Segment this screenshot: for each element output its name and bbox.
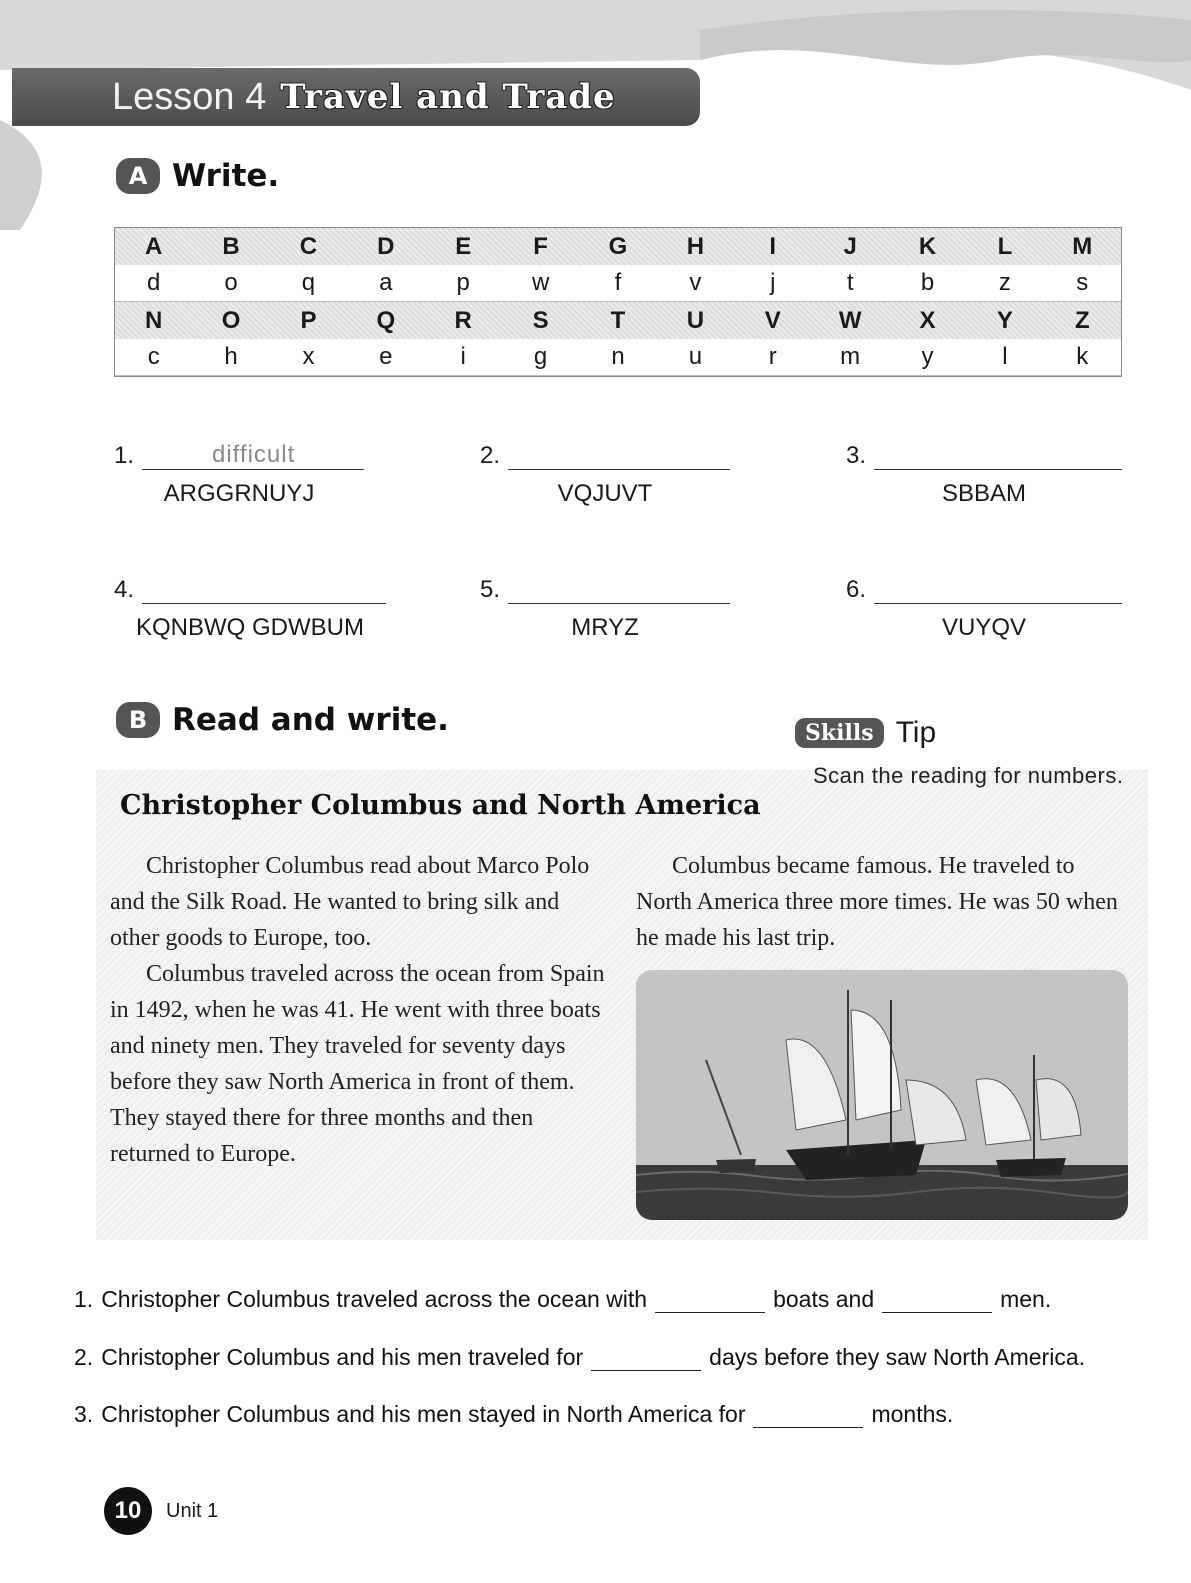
skills-tip [795, 716, 936, 750]
section-b-badge: B [116, 702, 160, 738]
cipher-code: s [1076, 269, 1089, 296]
coded-word: KQNBWQ GDWBUM [136, 614, 364, 641]
cipher-letter: M [1072, 232, 1093, 260]
section-a-badge: A [116, 158, 160, 194]
section-a-heading [116, 158, 279, 194]
answer-blank[interactable] [142, 441, 364, 470]
coded-word: VQJUVT [557, 480, 653, 507]
decode-question-6 [846, 574, 1122, 642]
cipher-letter: S [532, 306, 549, 334]
decode-question-3 [846, 440, 1122, 508]
question-number: 2. [480, 442, 501, 469]
cipher-letter: Q [376, 306, 396, 334]
cipher-code: w [531, 269, 550, 296]
cipher-letter: Y [996, 306, 1013, 334]
ships-illustration [636, 970, 1128, 1220]
cipher-code: u [688, 343, 703, 370]
handwritten-answer: difficult [212, 441, 296, 468]
decode-question-1 [114, 440, 364, 508]
question-number: 5. [480, 576, 501, 603]
page-footer [104, 1487, 218, 1535]
cipher-letter: K [918, 232, 937, 260]
decode-question-2 [480, 440, 730, 508]
answer-blank[interactable] [882, 1293, 992, 1313]
answer-blank[interactable] [874, 444, 1122, 470]
cipher-letter: T [610, 306, 626, 334]
question-text: months. [871, 1401, 954, 1427]
section-a-title: Write. [172, 158, 280, 194]
answer-blank[interactable] [591, 1351, 701, 1371]
cipher-letter: X [919, 306, 936, 334]
cipher-letter: J [843, 232, 857, 260]
cipher-letter: N [145, 306, 163, 334]
reading-column-right [636, 848, 1136, 956]
cipher-code: j [770, 269, 776, 296]
cipher-letter: G [608, 232, 628, 260]
decode-question-4 [114, 574, 386, 642]
answer-blank[interactable] [508, 578, 730, 604]
cipher-letter: B [222, 232, 240, 260]
cipher-code: a [379, 269, 393, 296]
lesson-title: Travel and Trade [280, 77, 616, 117]
cipher-letters-row-1 [115, 228, 1121, 265]
question-text: Christopher Columbus and his men stayed in North America for [101, 1401, 746, 1427]
question-text: Christopher Columbus traveled across the ocean with [101, 1286, 648, 1312]
unit-label: Unit 1 [166, 1499, 219, 1522]
reading-question-1 [74, 1286, 1051, 1313]
cipher-code: r [768, 343, 777, 370]
question-number: 1. [114, 442, 135, 469]
cipher-letter: R [454, 306, 472, 334]
cipher-letter: H [686, 232, 705, 260]
cipher-code: n [611, 343, 625, 370]
cipher-letter: U [686, 306, 705, 334]
reading-paragraph: Columbus became famous. He traveled to North America three more times. He was 50 when he made his last trip. [636, 853, 1118, 951]
cipher-letters-row-2 [115, 302, 1121, 339]
cipher-letter: Z [1074, 306, 1090, 334]
coded-word: MRYZ [571, 614, 639, 641]
cipher-letter: E [455, 232, 472, 260]
cipher-code: b [920, 269, 935, 296]
cipher-letter: V [764, 306, 781, 334]
question-number: 1. [74, 1286, 94, 1312]
cipher-code: d [147, 269, 161, 296]
reading-column-left [110, 848, 606, 1172]
cipher-letter: D [377, 232, 395, 260]
cipher-code: i [460, 343, 466, 370]
cipher-code: h [224, 343, 238, 370]
reading-title: Christopher Columbus and North America [120, 790, 761, 821]
cipher-code: o [224, 269, 238, 296]
question-text: days before they saw North America. [709, 1344, 1085, 1370]
question-text: boats and [773, 1286, 875, 1312]
cipher-codes-row-1 [115, 265, 1121, 302]
cipher-letter: W [838, 306, 862, 334]
section-b-title: Read and write. [172, 702, 449, 738]
question-number: 3. [846, 442, 867, 469]
answer-blank[interactable] [142, 578, 386, 604]
lesson-banner [12, 68, 700, 126]
coded-word: VUYQV [941, 614, 1027, 641]
cipher-code: c [147, 343, 160, 370]
question-number: 4. [114, 576, 135, 603]
coded-word: SBBAM [941, 480, 1027, 507]
cipher-code: z [998, 269, 1011, 296]
lesson-label: Lesson 4 [112, 75, 267, 118]
coded-word: ARGGRNUYJ [163, 480, 315, 507]
question-number: 3. [74, 1401, 94, 1427]
skills-label: Skills [795, 718, 884, 748]
section-b-heading [116, 702, 449, 738]
cipher-letter: P [300, 306, 317, 334]
cipher-code: l [1002, 343, 1008, 370]
page-number: 10 [104, 1487, 152, 1535]
answer-blank[interactable] [753, 1408, 863, 1428]
cipher-code: p [456, 269, 470, 296]
cipher-code: e [379, 343, 393, 370]
answer-blank[interactable] [874, 578, 1122, 604]
cipher-code: g [533, 343, 548, 370]
reading-question-3 [74, 1401, 953, 1428]
cipher-letter: O [221, 306, 241, 334]
cipher-letter: L [997, 232, 1013, 260]
tip-label: Tip [895, 716, 937, 749]
cipher-code: k [1076, 343, 1089, 370]
skills-note: Scan the reading for numbers. [813, 763, 1124, 788]
cipher-code: m [840, 343, 861, 370]
answer-blank[interactable] [508, 444, 730, 470]
question-number: 6. [846, 576, 867, 603]
reading-paragraph: Christopher Columbus read about Marco Polo and the Silk Road. He wanted to bring silk and other goods to Europe, too. [110, 853, 590, 951]
cipher-letter: F [533, 232, 548, 260]
reading-paragraph: Columbus traveled across the ocean from Spain in 1492, when he was 41. He went with three boats and ninety men. They traveled for seventy days before they saw North America in front of them. They stayed there for three months and then returned to Europe. [110, 961, 605, 1167]
cipher-code: q [301, 269, 316, 296]
answer-blank[interactable] [655, 1293, 765, 1313]
cipher-code: v [689, 269, 702, 296]
question-number: 2. [74, 1344, 94, 1370]
cipher-table [114, 227, 1122, 377]
decode-question-5 [480, 574, 730, 642]
question-text: Christopher Columbus and his men traveled for [101, 1344, 584, 1370]
cipher-code: t [846, 269, 854, 296]
reading-question-2 [74, 1344, 1085, 1371]
question-text: men. [1000, 1286, 1052, 1312]
cipher-code: y [921, 343, 934, 370]
cipher-letter: C [299, 232, 318, 260]
cipher-letter: I [769, 232, 777, 260]
cipher-letter: A [145, 232, 163, 260]
cipher-code: f [614, 269, 622, 296]
cipher-codes-row-2 [115, 339, 1121, 376]
cipher-code: x [302, 343, 315, 370]
